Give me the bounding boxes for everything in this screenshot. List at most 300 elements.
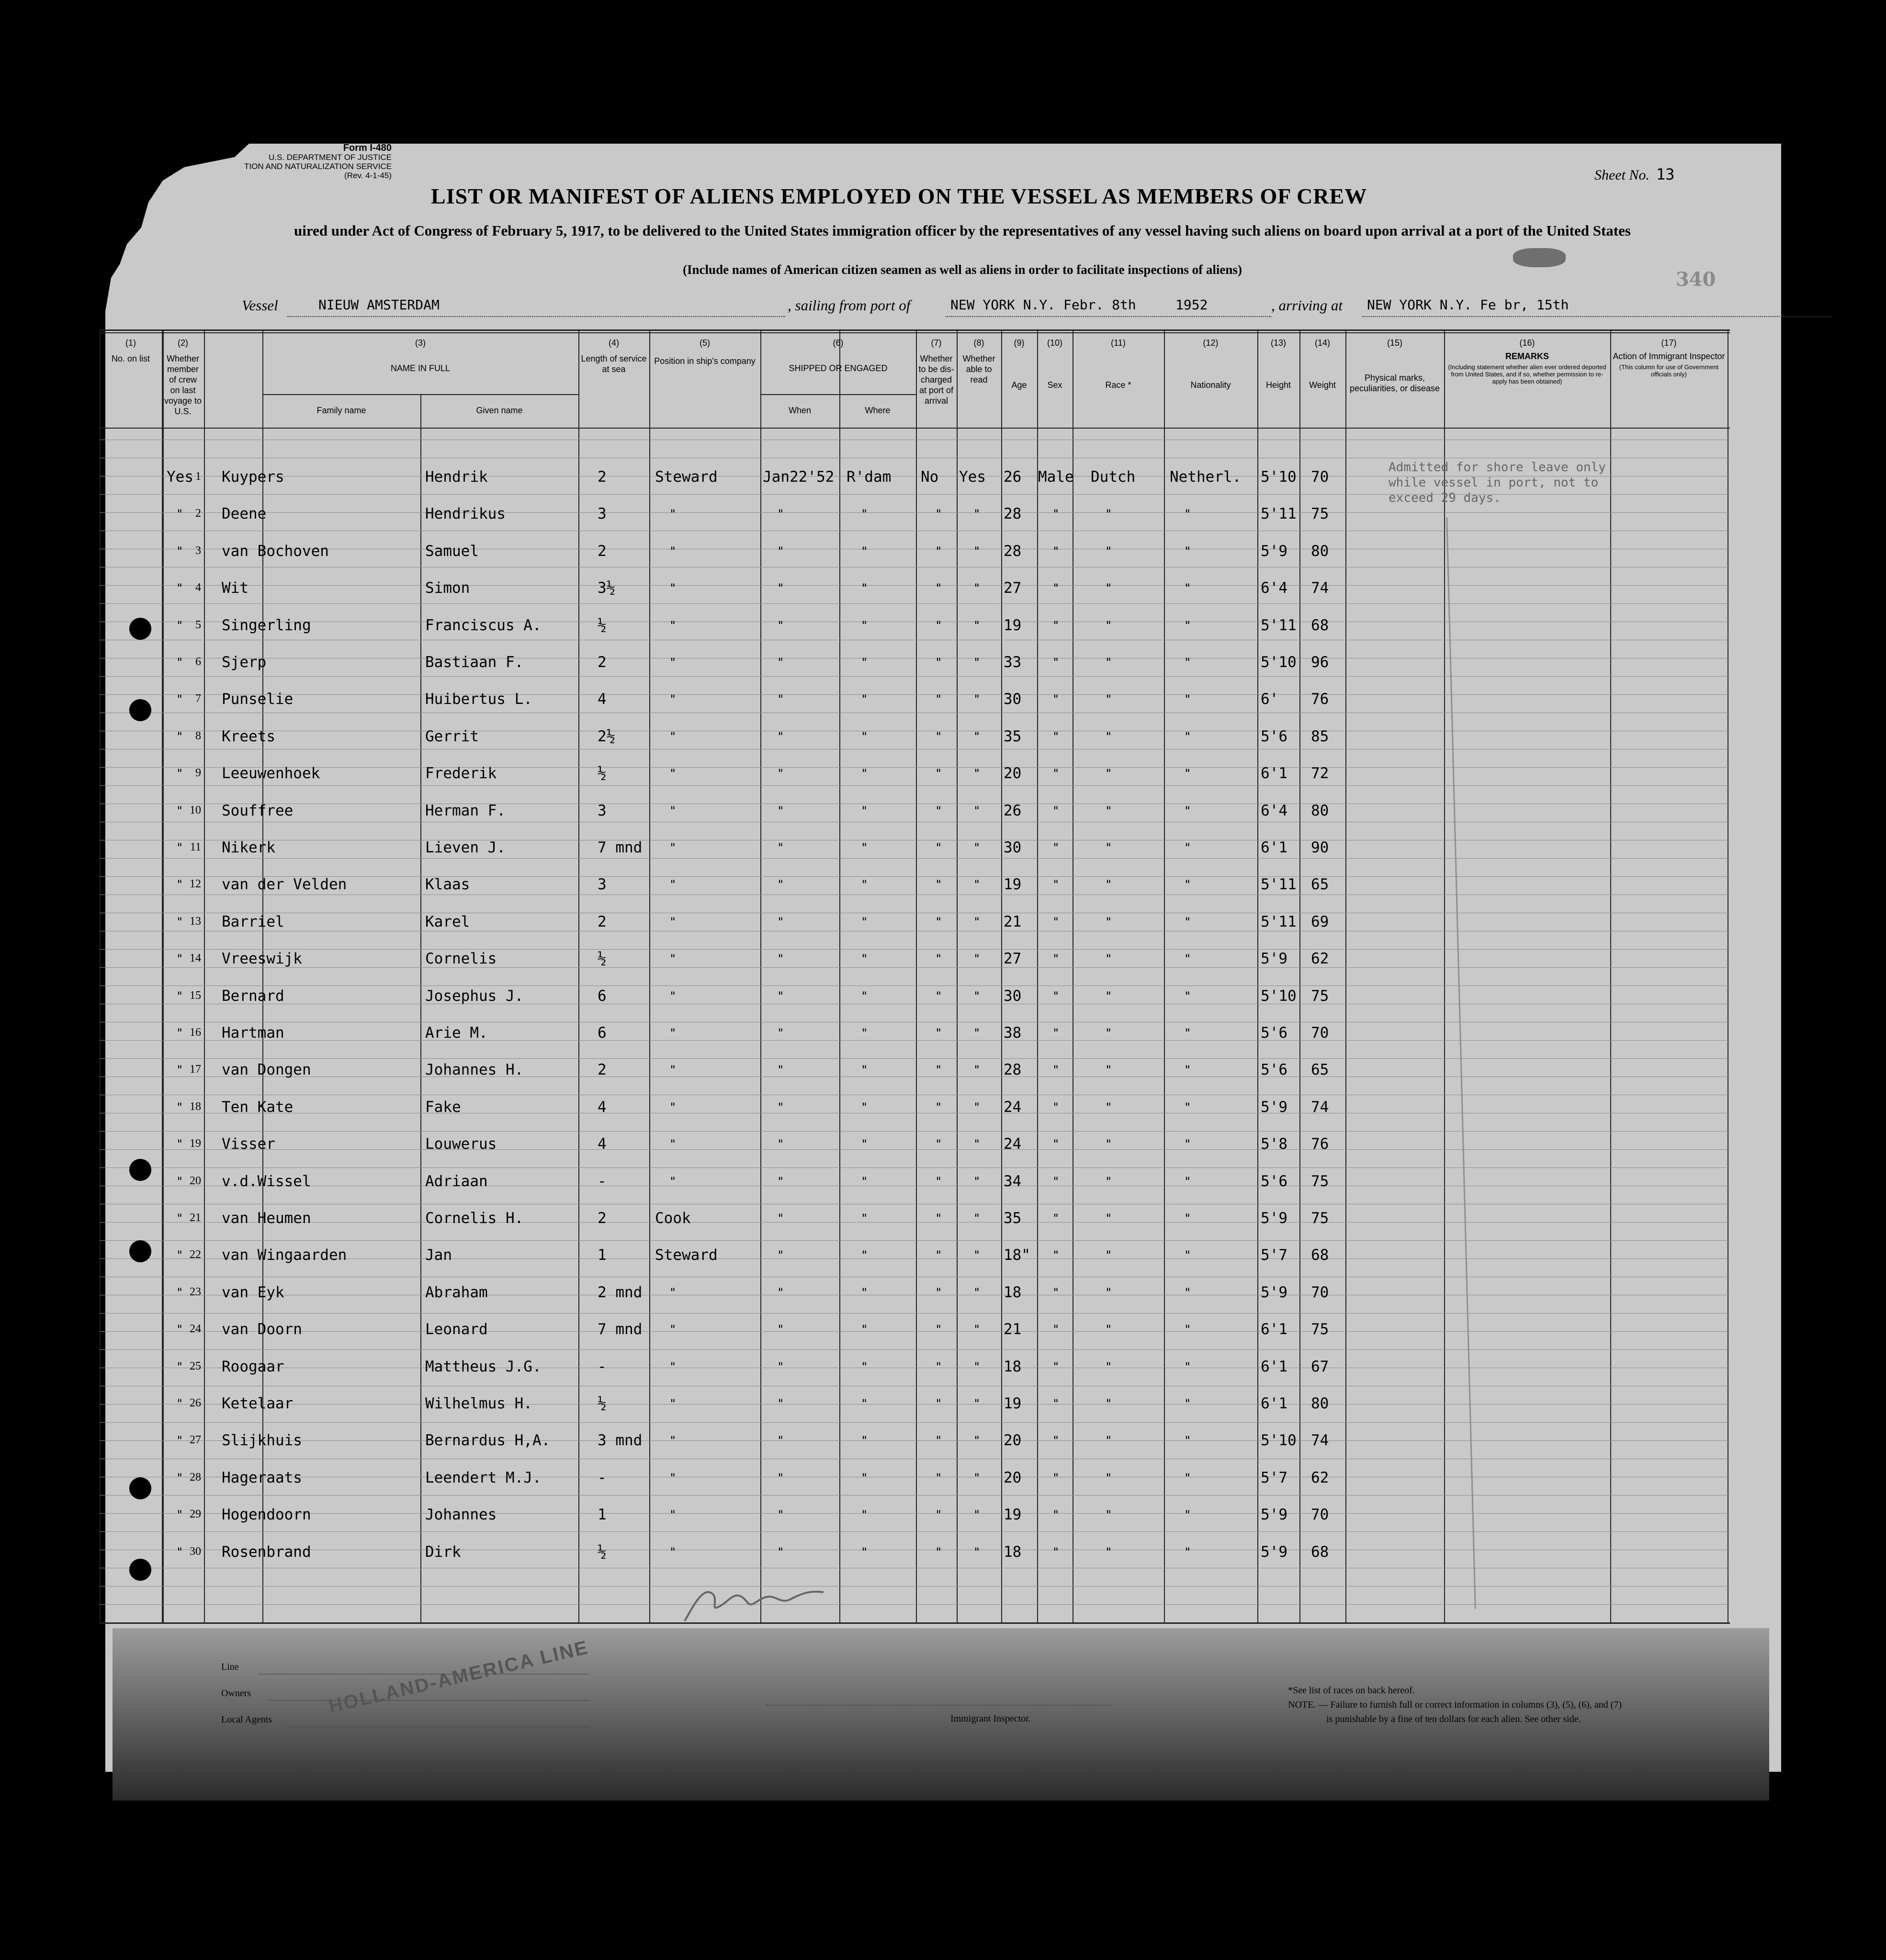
cell-member: " [176,1137,183,1151]
cell-height: 6' [1261,691,1279,708]
cell-weight: 69 [1311,913,1329,930]
cell-member: " [176,915,183,929]
column-header-when: When [788,406,812,415]
cell-when: " [777,1508,784,1522]
column-header-c16: REMARKS [1505,351,1549,361]
cell-age: 30 [1004,691,1022,708]
cell-height: 6'1 [1261,765,1287,782]
ruled-line [100,1076,1730,1077]
column-header-given: Given name [476,406,523,415]
column-rule [1345,329,1346,1622]
ruled-line [100,1149,1730,1150]
cell-position: " [669,1360,677,1373]
cell-member: " [176,1026,183,1040]
row-number: 27 [190,1434,201,1447]
ruled-line [100,767,1730,768]
cell-discharged: " [935,581,942,595]
cell-member: " [176,729,183,743]
cell-family: Hartman [222,1024,284,1042]
cell-when: " [777,989,784,1003]
cell-service: ½ [598,765,607,782]
cell-given: Jan [425,1246,452,1264]
note-penalty-2: is punishable by a fine of ten dollars for each alien. See other side. [1326,1714,1581,1724]
cell-read: " [973,952,981,966]
cell-service: 3 [598,505,607,523]
cell-read: " [973,841,981,854]
cell-nationality: " [1184,1285,1191,1299]
cell-sex: " [1052,1063,1060,1077]
cell-read: " [973,767,981,781]
cell-service: 2 mnd [598,1283,643,1301]
cell-race: " [1105,989,1112,1003]
cell-member: " [176,581,183,595]
cell-height: 5'9 [1261,542,1287,560]
cell-given: Adriaan [425,1172,488,1190]
cell-given: Karel [425,913,470,930]
cell-read: " [973,507,981,521]
cell-read: " [973,729,981,743]
cell-nationality: " [1184,729,1191,743]
cell-when: " [777,1323,784,1337]
cell-read: " [973,1545,981,1559]
cell-race: " [1105,1248,1112,1262]
cell-sex: " [1052,989,1060,1003]
cell-family: Visser [222,1135,275,1153]
cell-sex: " [1052,1026,1060,1040]
row-number: 19 [190,1137,201,1150]
row-number: 23 [190,1285,201,1298]
cell-service: 2½ [598,727,616,745]
cell-age: 26 [1004,802,1022,819]
cell-discharged: " [935,1360,942,1373]
footer-note [1288,1683,1622,1726]
page-title: LIST OR MANIFEST OF ALIENS EMPLOYED ON THE VESSEL AS MEMBERS OF CREW [431,184,1367,208]
cell-race: " [1105,507,1112,521]
sailing-port: NEW YORK N.Y. Febr. 8th [950,297,1136,313]
column-rule [649,329,650,1622]
row-number: 6 [195,656,201,668]
punch-hole [129,1240,151,1262]
cell-sex: " [1052,1174,1060,1188]
cell-discharged: " [935,989,942,1003]
cell-race: " [1105,1434,1112,1448]
ruled-line [100,1240,1730,1241]
punch-hole [129,1159,151,1181]
column-rule [1444,329,1445,1622]
row-number: 3 [195,544,201,557]
cell-sex: " [1052,1137,1060,1151]
cell-family: van Bochoven [222,542,329,560]
cell-read: Yes [959,468,986,486]
column-header-c8: Whether able to read [962,354,995,385]
subheader-rule [839,394,840,1622]
cell-age: 19 [1004,876,1022,894]
cell-family: Ten Kate [222,1098,294,1116]
cell-sex: " [1052,507,1060,521]
cell-race: " [1105,1285,1112,1299]
ruled-line [100,1531,1730,1532]
cell-service: ½ [598,616,607,634]
cell-discharged: " [935,618,942,632]
cell-given: Simon [425,579,470,597]
cell-where: " [861,1508,868,1522]
column-number-c14: (14) [1314,338,1330,348]
cell-family: Kuypers [222,468,284,486]
cell-age: 30 [1004,839,1022,856]
cell-where: " [861,1397,868,1410]
row-number: 26 [190,1397,201,1409]
cell-weight: 80 [1311,542,1329,560]
cell-weight: 80 [1311,1395,1329,1412]
row-number: 30 [190,1545,201,1558]
sheet-label: Sheet No. [1594,167,1649,183]
cell-race: " [1105,878,1112,892]
cell-position: " [669,1285,677,1299]
cell-nationality: " [1184,915,1191,929]
cell-given: Arie M. [425,1024,488,1042]
cell-race: " [1105,544,1112,558]
cell-discharged: " [935,1137,942,1151]
cell-position: " [669,989,677,1003]
cell-given: Samuel [425,542,479,560]
cell-service: 3 mnd [598,1432,643,1450]
cell-height: 5'6 [1261,1061,1287,1079]
cell-discharged: " [935,767,942,781]
cell-position: " [669,656,677,669]
arriving-label: , arriving at [1271,297,1343,314]
cell-height: 6'4 [1261,579,1287,597]
cell-position: " [669,1137,677,1151]
cell-position: " [669,841,677,854]
column-header-c5: Position in ship's company [654,356,756,366]
column-header-c9: Age [1011,380,1027,390]
cell-given: Franciscus A. [425,616,542,634]
column-number-c13: (13) [1270,338,1286,348]
cell-position: " [669,804,677,817]
cell-read: " [973,692,981,706]
cell-sex: " [1052,656,1060,669]
column-number-c10: (10) [1047,338,1062,348]
column-header-c3: NAME IN FULL [390,363,451,373]
cell-where: " [861,729,868,743]
cell-age: 18 [1004,1543,1022,1561]
cell-age: 35 [1004,727,1022,745]
punch-hole [129,618,151,640]
row-number: 7 [195,692,201,705]
column-number-c5: (5) [700,338,710,348]
cell-service: 3 [598,802,607,819]
row-number: 10 [190,804,201,816]
revision-line: (Rev. 4-1-45) [344,171,392,180]
cell-nationality: " [1184,1212,1191,1225]
cell-when: " [777,1248,784,1262]
cell-race: " [1105,915,1112,929]
cell-discharged: No [921,468,939,486]
cell-position: " [669,1434,677,1448]
cell-position: " [669,1323,677,1337]
cell-service: 2 [598,542,607,560]
cell-sex: " [1052,1508,1060,1522]
cell-given: Huibertus L. [425,691,532,708]
cell-discharged: " [935,1063,942,1077]
cell-sex: " [1052,618,1060,632]
column-rule [262,329,263,1622]
cell-race: " [1105,692,1112,706]
column-number-c8: (8) [973,338,984,348]
cell-service: 7 mnd [598,839,643,856]
column-number-c3: (3) [415,338,426,348]
cell-member: " [176,618,183,632]
cell-member: " [176,1545,183,1559]
cell-age: 28 [1004,542,1022,560]
vessel-label: Vessel [242,297,278,314]
cell-height: 5'9 [1261,1543,1287,1561]
row-number: 29 [190,1508,201,1521]
cell-family: Nikerk [222,839,275,856]
cell-age: 38 [1004,1024,1022,1042]
cell-given: Frederik [425,765,497,782]
cell-where: " [861,544,868,558]
sheet-number [1594,165,1675,183]
ruled-line [100,949,1730,950]
note-races: *See list of races on back hereof. [1288,1685,1415,1696]
cell-family: Wit [222,579,248,597]
column-header-c10: Sex [1047,380,1062,390]
cell-member: " [176,692,183,706]
cell-where: " [861,1137,868,1151]
column-header-c11: Race * [1105,380,1131,390]
row-number: 18 [190,1100,201,1113]
cell-age: 20 [1004,1469,1022,1486]
sailing-label: , sailing from port of [788,297,911,314]
subheader-rule [420,394,421,1622]
cell-read: " [973,1285,981,1299]
punch-hole [129,1477,151,1499]
cell-read: " [973,1434,981,1448]
column-number-c1: (1) [125,338,136,348]
cell-read: " [973,989,981,1003]
cell-member: " [176,841,183,854]
cell-service: 3½ [598,579,616,597]
cell-family: Punselie [222,691,294,708]
row-number: 15 [190,989,201,1002]
cell-family: Roogaar [222,1358,284,1375]
cell-family: Sjerp [222,654,267,671]
cell-given: Hendrik [425,468,488,486]
cell-when: " [777,507,784,521]
cell-weight: 75 [1311,1321,1329,1338]
column-header-c17: Action of Immigrant Inspector [1613,351,1725,361]
column-number-c12: (12) [1203,338,1219,348]
row-number: 5 [195,618,201,631]
cell-age: 35 [1004,1210,1022,1227]
cell-height: 5'8 [1261,1135,1287,1153]
row-number: 2 [195,507,201,520]
column-rule [1299,329,1300,1622]
remark-line-3: exceed 29 days. [1389,491,1501,505]
cell-sex: " [1052,1360,1060,1373]
cell-discharged: " [935,544,942,558]
ruled-line [100,1440,1730,1441]
column-number-c15: (15) [1387,338,1402,348]
cell-when: " [777,656,784,669]
cell-sex: " [1052,692,1060,706]
cell-nationality: " [1184,1063,1191,1077]
cell-where: " [861,767,868,781]
cell-service: - [598,1469,607,1486]
column-rule [1257,329,1258,1622]
cell-where: " [861,1471,868,1484]
column-number-c11: (11) [1111,338,1126,348]
column-header-c12: Nationality [1190,380,1231,390]
cell-given: Wilhelmus H. [425,1395,532,1412]
cell-nationality: " [1184,1397,1191,1410]
cell-discharged: " [935,1212,942,1225]
row-number: 13 [190,915,201,928]
cell-age: 24 [1004,1098,1022,1116]
column-number-c4: (4) [609,338,619,348]
cell-discharged: " [935,1285,942,1299]
cell-family: Singerling [222,616,311,634]
cell-where: " [861,915,868,929]
row-number: 11 [190,841,201,853]
cell-height: 6'1 [1261,1358,1287,1375]
column-header-where: Where [865,406,891,415]
cell-member: " [176,544,183,558]
cell-height: 5'10 [1261,987,1297,1005]
cell-discharged: " [935,507,942,521]
cell-age: 19 [1004,1395,1022,1412]
cell-family: van Wingaarden [222,1246,347,1264]
cell-nationality: " [1184,1508,1191,1522]
column-rule [1164,329,1165,1622]
cell-read: " [973,544,981,558]
cell-race: " [1105,1174,1112,1188]
cell-given: Leendert M.J. [425,1469,542,1486]
cell-where: " [861,1545,868,1559]
cell-when: " [777,1026,784,1040]
column-rule [100,329,101,1622]
cell-family: Deene [222,505,267,523]
cell-member: " [176,1323,183,1337]
column-rule [957,329,958,1622]
cell-member: " [176,1360,183,1373]
remark-line-2: while vessel in port, not to [1389,476,1599,490]
cell-read: " [973,1397,981,1410]
cell-where: " [861,1063,868,1077]
cell-given: Lieven J. [425,839,506,856]
cell-nationality: " [1184,544,1191,558]
cell-family: Vreeswijk [222,950,302,968]
cell-where: " [861,841,868,854]
cell-race: " [1105,1323,1112,1337]
cell-read: " [973,618,981,632]
cell-read: " [973,1063,981,1077]
cell-nationality: " [1184,1434,1191,1448]
column-header-c4: Length of service at sea [581,354,647,374]
cell-height: 5'10 [1261,468,1297,486]
column-rule [1610,329,1611,1622]
cell-discharged: " [935,1174,942,1188]
cell-service: 2 [598,654,607,671]
cell-member: " [176,1174,183,1188]
column-subheader-c17: (This column for use of Government officials only) [1619,363,1719,378]
cell-height: 5'11 [1261,913,1297,930]
cell-when: " [777,618,784,632]
cell-service: 4 [598,691,607,708]
stamp-number: 340 [1676,268,1716,291]
cell-height: 5'9 [1261,1506,1287,1524]
column-header-c14: Weight [1309,380,1336,390]
cell-nationality: " [1184,1323,1191,1337]
cell-position: " [669,767,677,781]
cell-weight: 75 [1311,987,1329,1005]
form-header [244,144,392,180]
cell-position: " [669,544,677,558]
column-number-c2: (2) [178,338,188,348]
subheader-rule [760,394,916,395]
cell-sex: " [1052,1545,1060,1559]
cell-sex: " [1052,1397,1060,1410]
cell-position: " [669,1471,677,1484]
cell-position: " [669,915,677,929]
cell-weight: 67 [1311,1358,1329,1375]
cell-height: 6'1 [1261,1395,1287,1412]
cell-nationality: " [1184,804,1191,817]
cell-read: " [973,1360,981,1373]
cell-sex: " [1052,767,1060,781]
cell-age: 18 [1004,1283,1022,1301]
cell-discharged: " [935,804,942,817]
cell-weight: 68 [1311,1246,1329,1264]
cell-sex: " [1052,952,1060,966]
cell-nationality: " [1184,1471,1191,1484]
cell-race: " [1105,1137,1112,1151]
cell-race: " [1105,1026,1112,1040]
cell-where: " [861,1285,868,1299]
cell-age: 20 [1004,1432,1022,1450]
cell-where: " [861,952,868,966]
cell-weight: 68 [1311,1543,1329,1561]
cell-member: " [176,656,183,669]
cell-read: " [973,1026,981,1040]
ruled-line [100,1331,1730,1332]
cell-race: " [1105,581,1112,595]
cell-position: Steward [655,468,718,486]
cell-height: 5'10 [1261,654,1297,671]
cell-sex: " [1052,1212,1060,1225]
cell-sex: " [1052,1248,1060,1262]
line-label: Line [221,1662,239,1672]
cell-age: 30 [1004,987,1022,1005]
cell-nationality: " [1184,1248,1191,1262]
row-number: 4 [195,581,201,594]
cell-service: 1 [598,1506,607,1524]
cell-when: " [777,729,784,743]
cell-sex: " [1052,1100,1060,1114]
cell-where: " [861,1100,868,1114]
cell-when: " [777,1063,784,1077]
holland-america-stamp: HOLLAND-AMERICA LINE [327,1637,591,1718]
cell-weight: 75 [1311,1172,1329,1190]
cell-sex: " [1052,1285,1060,1299]
vessel-name: NIEUW AMSTERDAM [318,297,440,313]
table-rule [100,332,1730,333]
cell-read: " [973,1212,981,1225]
column-rule [204,329,205,1622]
cell-family: Ketelaar [222,1395,294,1412]
cell-sex: " [1052,841,1060,854]
